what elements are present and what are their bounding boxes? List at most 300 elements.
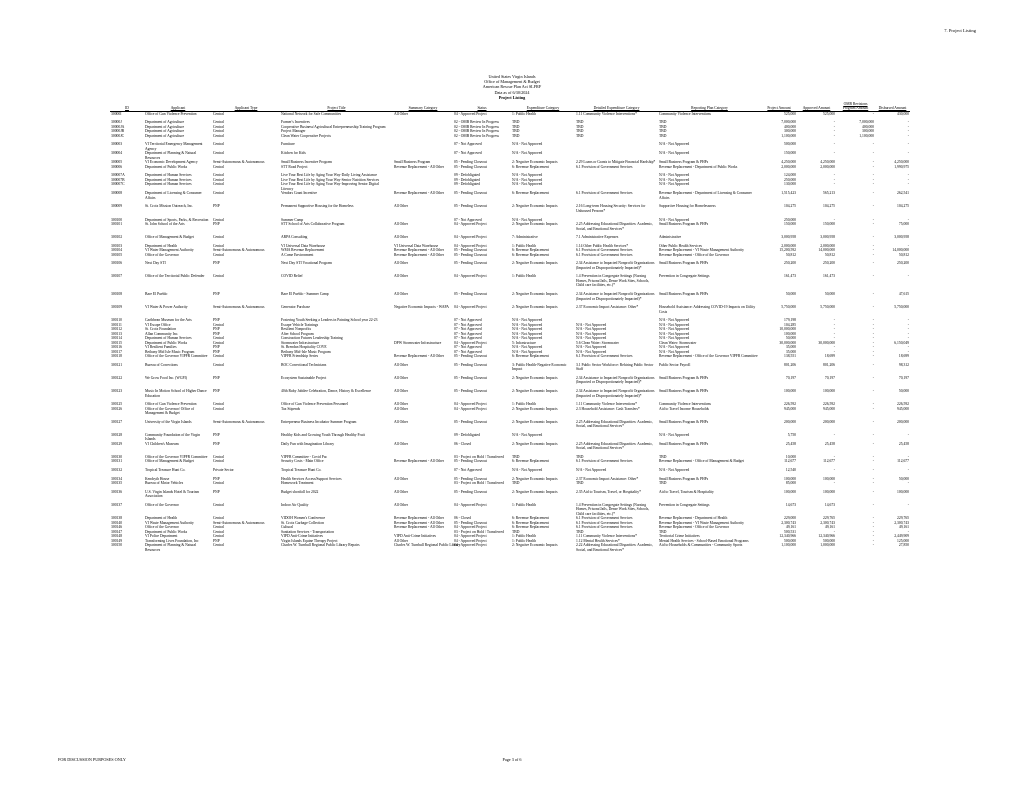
table-cell: 300134 [111,476,123,481]
table-cell: 07 - Not Approved [454,318,482,323]
table-cell: 300100 [111,217,123,222]
table-cell: 300104 [111,248,123,253]
table-cell: - [872,217,874,222]
table-cell: Semi-Autonomous & Autonomous [213,160,265,165]
table-cell: - [872,402,874,407]
table-cell: N/A - Not Approved [659,331,690,336]
table-cell: A Come Environment [281,252,314,257]
table-cell: 2.34 Assistance to Impacted Nonprofit Organizations (Impacted or Disproportionately Impacted)* [576,261,655,270]
table-cell: 1.11 Community Violence Interventions* [576,534,638,539]
table-cell: Semi-Autonomous & Autonomous [213,305,265,310]
table-cell: Clean Water: Stormwater [659,340,697,345]
table-cell: Central [213,142,224,147]
table-cell: 300117 [111,349,122,354]
table-cell: 12,340,966 [818,534,835,539]
header-line-date: Data as of 6/30/2024 [494,89,530,95]
table-cell: 30000JB [111,129,125,134]
table-cell: 1: Public Health [512,274,536,279]
table-cell: National Network for Safe Communities [280,111,393,116]
table-cell: Office of the Governor VIPFR Committee [145,454,208,459]
table-cell: Public Sector Payroll [659,362,691,367]
table-cell: 1.14 Other Public Health Services* [576,243,629,248]
table-cell: 05 - Pending Closeout [454,354,487,359]
table-cell: 300003 [111,142,123,147]
table-cell: 70,197 [898,375,909,380]
table-cell: 300148 [111,534,123,539]
table-cell: 1,100,000 [781,133,796,138]
table-cell: 2: Negative Economic Impacts [512,441,558,446]
table-cell: 05 - Pending Closeout [454,252,487,257]
table-row [110,305,910,314]
table-cell: 104,275 [784,204,796,209]
table-cell: 49,161 [785,525,796,530]
table-cell: N/A - Not Approved [659,182,690,187]
table-cell: N/A - Not Approved [659,151,690,156]
table-cell: 07 - Not Approved [454,327,482,332]
table-cell: - [907,129,909,134]
table-cell: 25,458 [824,441,835,446]
table-cell: 150,000 [784,151,796,156]
table-cell: N/A - Not Approved [659,173,690,178]
table-cell: - [833,120,835,125]
table-cell: 300112 [111,327,122,332]
table-cell: N/A - Not Approved [512,142,543,147]
table-cell: VI Territorial Emergency Management Agency [145,142,203,151]
table-cell: 15,200,592 [779,248,796,253]
table-cell: 229,000 [784,516,796,521]
table-cell: Indoor Air Quality [281,502,309,507]
table-cell: 04 - Approved Project [454,235,487,240]
table-cell: 6: Revenue Replacement [512,354,549,359]
table-cell: 112,677 [897,459,909,464]
table-cell: - [907,432,909,437]
table-body [110,111,910,552]
table-cell: - [872,516,874,521]
table-cell: N/A - Not Approved [576,331,607,336]
table-cell: All Other [394,375,409,380]
table-cell: - [907,182,909,187]
table-cell: N/A - Not Approved [659,318,690,323]
table-row [110,503,910,517]
table-cell: Department of Public Works [145,529,188,534]
table-cell: PNP [213,222,220,227]
table-cell: 30,000,000 [818,340,835,345]
table-cell: 1: Public Health [512,502,536,507]
table-cell: Prevention in Congregate Settings [659,274,710,279]
table-cell: 300137 [111,502,123,507]
table-cell: Department of Human Services [145,177,192,182]
table-cell: 04 - Approved Project [454,525,487,530]
table-cell [575,142,658,151]
table-cell: 7,000,000 [781,120,796,125]
table-cell: 6.1 Provision of Government Services [576,354,633,359]
table-cell: 2,000,000 [820,243,835,248]
table-cell: All Other [394,222,409,227]
table-cell: Charles W. Turnbull Regional Public Library Repairs [281,543,360,548]
table-cell: 07 - Not Approved [454,217,482,222]
table-cell: Central [213,217,224,222]
table-cell: N/A - Not Approved [659,217,690,222]
column-header: Status [477,106,487,111]
table-cell: Revenue Replacement - Department of Licensing & Consumer Affairs [659,191,752,200]
table-cell: 6: Revenue Replacement [512,525,549,530]
table-cell: 14,673 [824,502,835,507]
table-cell: 05 - Pending Closeout [454,261,487,266]
table-cell: - [872,322,874,327]
table-cell: 226,592 [784,402,796,407]
table-cell: - [907,467,909,472]
table-cell: 30000JC [111,133,125,138]
table-cell: Household Assistance: Addressing COVID-19 Impacts on Utility Costs [659,305,756,314]
table-cell: Central [213,133,224,138]
column-header: Detailed Expenditure Category [593,106,640,111]
table-cell: - [872,502,874,507]
table-cell: Office of Gun Violence Prevention [144,111,212,116]
table-cell: 300008 [111,191,123,196]
table-cell: All Other [394,502,409,507]
table-cell: Department of Human Services [145,173,192,178]
table-cell: 5.6 Clean Water: Stormwater [576,340,619,345]
table-cell: Small Business Program & PHPs [659,375,709,380]
table-cell: 100,000 [784,476,796,481]
table-cell: N/A - Not Approved [576,345,607,350]
table-cell: Community Violence Interventions [659,402,711,407]
table-cell: Central [213,362,224,367]
table-cell: Revenue Replacement - All Other [394,248,444,253]
table-cell: Department of Planning & Natural Resources [145,151,197,160]
table-cell: 6.1 Provision of Government Services [576,525,633,530]
table-cell: TBD [659,529,667,534]
table-cell [575,182,658,191]
table-cell: Central [213,454,224,459]
table-cell: - [907,481,909,486]
table-cell: PNP [213,489,220,494]
table-cell: 2.37 Economic Impact Assistance: Other* [576,305,639,310]
table-cell: 2.25 Addressing Educational Disparities: Academic, Social, and Emotional Services* [576,222,654,231]
table-cell: - [872,529,874,534]
table-cell: WMA Revenue Replacement [281,248,325,253]
table-cell: Other Public Health Services [659,243,702,248]
table-cell: TBD [576,133,584,138]
table-cell: TBD [659,454,667,459]
table-cell: - [872,160,874,165]
table-cell: Territorial Crime Initiatives [659,534,700,539]
table-cell: - [872,362,874,367]
table-cell: PNP [213,432,220,437]
table-cell: - [872,142,874,147]
table-cell: Summer Camp [281,217,304,222]
table-cell: - [907,177,909,182]
table-cell: Revenue Replacement - All Other [394,191,444,196]
table-cell: 250,200 [784,261,796,266]
table-cell: - [833,124,835,129]
table-cell: 05 - Pending Closeout [454,476,487,481]
table-cell: 3: Public Health-Negative Economic Impact [512,362,567,372]
table-cell: - [907,217,909,222]
table-cell: 6.1 Provision of Government Services [576,516,633,521]
table-cell: 6.1 Provision of Government Services [576,191,633,196]
table-cell: 945,000 [784,406,796,411]
table-cell: 945,000 [897,406,909,411]
table-cell: - [872,476,874,481]
table-cell: Office of Gun Violence Prevention Personnel [281,402,348,407]
column-header: OMB Revisions Program Amount [842,102,869,111]
table-cell: N/A - Not Approved [659,336,690,341]
table-cell: N/A - Not Approved [576,327,607,332]
table-cell: - [907,133,909,138]
table-cell: 300108 [111,292,123,297]
table-cell: - [833,327,835,332]
table-cell: TBD [659,133,667,138]
table-cell: Department of Planning & Natural Resources [145,543,197,552]
table-cell: - [872,305,874,310]
table-cell: - [907,173,909,178]
table-cell: - [872,164,874,169]
table-cell: Revenue Replacement - Department of Health [659,516,728,521]
table-cell: 200,000 [784,419,796,424]
table-cell: Central [213,516,224,521]
table-row [110,204,910,213]
column-header: Applicant Type [234,106,258,111]
table-cell [393,182,453,191]
table-cell: 100,000 [897,489,909,494]
table-cell [393,142,453,151]
table-cell: 30000JA [111,124,125,129]
table-cell: 04 - Approved Project [454,274,487,279]
table-cell: - [907,243,909,248]
table-cell: Revenue Replacement - VI Waste Management Authority [659,248,744,253]
table-cell: 14,000,000 [892,248,909,253]
table-cell: 12,340,966 [779,534,796,539]
table-cell: 14,000,000 [818,248,835,253]
table-cell: Bethany Mid Isle Music Program [145,349,195,354]
table-cell: N/A - Not Approved [512,173,543,178]
table-cell: 50,000 [898,476,909,481]
table-cell: 6,150,049 [894,340,909,345]
table-cell: PNP [213,318,220,323]
table-cell: 300115 [111,340,122,345]
table-cell: - [872,151,874,156]
table-cell: 09 - Defobligated [454,432,481,437]
table-cell: 6: Revenue Replacement [512,164,549,169]
table-cell: 10,000,000 [779,327,796,332]
table-cell: 1: Public Health [512,534,536,539]
table-cell: 7: Administrative [512,235,538,240]
table-cell: 2.22 Addressing Educational Disparities: Academic, Social, and Emotional Services* [576,543,654,552]
table-row [110,543,910,552]
table-cell: 1.11 Community Violence Interventions* [576,402,638,407]
table-cell: 09 - Defobligated [454,173,481,178]
table-cell: Clean Water Cooperative Projects [281,133,331,138]
table-cell: 04 - Approved Project [454,243,487,248]
table-cell: 07 - Not Approved [454,142,482,147]
footer-disclaimer: FOR DISCUSSION PURPOSES ONLY [58,757,126,762]
table-cell [393,433,453,442]
table-cell: - [872,534,874,539]
table-cell: All Other [394,362,409,367]
table-cell: 2.3 Household Assistance: Cash Transfers* [576,406,640,411]
table-cell: Revenue Replacement - All Other [394,516,444,521]
table-cell: 04 - Approved Project [454,543,487,548]
table-cell: - [872,406,874,411]
table-cell: - [907,274,909,279]
table-cell: STT Road Project [281,164,308,169]
table-cell: 2: Negative Economic Impacts [512,543,558,548]
table-cell: 2.29 Loans or Grants to Mitigate Financial Hardship* [576,160,656,165]
table-cell: VIPD Anti-Crime Initiatives [394,534,436,539]
table-cell: 2: Negative Economic Impacts [512,160,558,165]
table-cell: 1.4 Prevention in Congregate Settings (Nursing Homes, Prisons/Jails, Dense Work Sites, Schools, Child care facilities, etc.)* [576,502,650,516]
column-header: Project Amount [767,106,791,111]
table-cell: All Other [394,204,409,209]
table-cell: - [872,454,874,459]
table-cell: 300136 [111,489,123,494]
table-cell: - [833,454,835,459]
table-cell: 98,312 [898,362,909,367]
table-cell: VI Universal Data Warehouse [394,243,439,248]
table-cell: 2: Negative Economic Impacts [512,476,558,481]
table-cell: 18,699 [898,354,909,359]
table-cell: 565,213 [823,191,835,196]
table-cell: PNP [213,327,220,332]
table-cell: Administrative [659,235,682,240]
table-row [110,151,910,160]
table-cell: 2: Negative Economic Impacts [512,489,558,494]
table-cell: All Other [393,111,453,116]
table-cell: Revenue Replacement - All Other [394,252,444,257]
table-cell: 300102 [111,235,123,240]
table-cell: Virgin Islands Equine Therapy Project [281,538,338,543]
table-cell: 801,206 [823,362,835,367]
table-cell: 112,677 [823,459,835,464]
table-cell: 2: Negative Economic Impacts [512,406,558,411]
table-header [110,102,910,111]
table-cell: 945,000 [823,406,835,411]
table-cell: 300007B [111,177,125,182]
table-cell: All Other [394,419,409,424]
table-cell: Office of the Governor [145,502,179,507]
table-cell: All Other [394,441,409,446]
table-cell: PNP [213,345,220,350]
table-cell: 05 - Pending Closeout [454,204,487,209]
table-cell: TBD [576,529,584,534]
table-cell: VIPFR Committee - Covid Pac [281,454,328,459]
table-cell: VIPFR Friendship Series [281,354,319,359]
table-cell: 262,541 [897,191,909,196]
table-cell: - [907,151,909,156]
table-cell: Kendryth House [145,476,170,481]
table-cell: 05 - Pending Closeout [454,459,487,464]
table-cell: 07 - Not Approved [454,151,482,156]
table-cell: Department of Public Works [145,340,188,345]
table-cell: - [907,349,909,354]
table-cell: Mental Health Services - School-Based Emotional Programs [659,538,749,543]
table-cell: - [872,222,874,227]
table-cell: 04 - Approved Project [454,538,487,543]
table-cell: Department of Agriculture [145,124,185,129]
table-cell: 6: Revenue Replacement [512,516,549,521]
table-cell: DPW Stormwater Infrastructure [394,340,442,345]
table-cell: Central [212,111,280,116]
table-cell: - [833,349,835,354]
table-cell: Department of Sports, Parks, & Recreation [145,217,209,222]
table-cell: All Other [394,261,409,266]
table-cell: 18,699 [824,354,835,359]
table-cell: 05 - Pending Closeout [454,160,487,165]
table-cell: Department of Human Services [145,336,192,341]
table-cell: 300131 [111,459,123,464]
table-cell: 104,275 [897,204,909,209]
table-cell: BOC Correctional Technicians [281,362,327,367]
table-cell: Music In Motion School of Higher Dance Education [145,389,207,398]
table-cell: 112,677 [784,459,796,464]
table-cell: 6: Revenue Replacement [512,191,549,196]
table-cell: 300123 [111,389,123,393]
table-cell: 6.1 Provision of Government Services [576,520,633,525]
table-cell: Security Costs - Main Office [281,459,324,464]
table-cell: 1,990,975 [894,164,909,169]
table-cell: VIDOH Women's Conference [281,516,326,521]
table-cell: N/A - Not Approved [512,349,543,354]
table-cell: Central [213,402,224,407]
table-cell: 300101 [111,222,123,227]
table-cell: Central [213,481,224,486]
table-cell: 3,000,958 [820,235,835,240]
table-cell: 300114 [111,336,122,341]
table-cell: Bare El Pueblo - Summer Camp [281,292,329,297]
table-cell: 05 - Pending Closeout [454,375,487,380]
table-cell: Ecosystem Sustainable Project [281,375,327,380]
table-cell: - [833,318,835,323]
column-header: Reporting Plan Category [691,106,728,111]
table-cell [393,151,453,160]
table-cell: Next Day STI Vocational Program [281,261,332,266]
table-cell: TBD [512,120,520,125]
table-cell: Next Day STI [145,261,166,266]
table-cell: 10,000 [785,454,796,459]
table-cell: Central [213,354,224,359]
table-cell: 250,200 [823,261,835,266]
table-cell: - [907,124,909,129]
table-cell: Small Business Program & PHPs [659,476,709,481]
table-cell: 1,515,423 [781,191,796,196]
table-cell: 05 - Pending Closeout [454,520,487,525]
table-cell: 3,000,958 [894,235,909,240]
table-cell: - [907,502,909,507]
table-cell: Supportive Housing for Homelessness [659,204,716,209]
table-cell: 300105 [111,252,123,257]
table-cell: Central [213,459,224,464]
table-cell: 300129 [111,441,123,446]
table-cell: 300150 [111,543,123,548]
table-cell: 50,000 [824,292,835,297]
table-cell: 500,000 [823,538,835,543]
table-cell: 300106 [111,261,123,266]
table-cell: 04 - Approved Project [454,222,487,227]
table-cell: - [907,142,909,147]
table-cell: Office of Management & Budget [145,459,194,464]
table-cell: All Other [394,389,409,393]
table-cell [575,433,658,442]
table-cell: St. Brendan Hospitality COVE [281,345,327,350]
table-cell: - [833,322,835,327]
table-cell: Kitchen for Kids [281,151,306,156]
table-cell: Central [213,120,224,125]
table-cell: 02 - OMB Review In Progress [454,129,499,134]
table-cell: N/A - Not Approved [659,322,690,327]
table-cell: N/A - Not Approved [512,331,543,336]
table-cell: 07 - Not Approved [454,336,482,341]
